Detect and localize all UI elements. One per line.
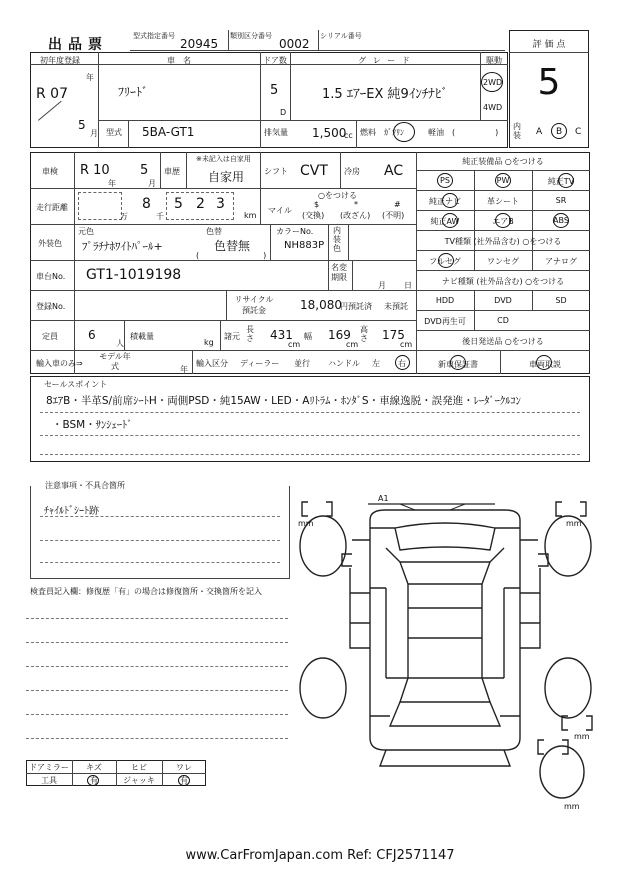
car-damage-diagram <box>290 488 600 818</box>
first-reg-year: R 07 <box>36 86 68 102</box>
mm-label-4: mm <box>564 802 580 811</box>
legend-tools: 工具 <box>41 776 57 785</box>
notes-label: 注意事項・不具合箇所 <box>42 480 128 491</box>
mileage-blank-boxes <box>78 192 122 220</box>
model-value: 5BA-GT1 <box>142 125 195 139</box>
equip-abs: ABS <box>553 216 569 225</box>
sales-points-label: セールスポイント <box>44 380 108 389</box>
legend-scratch: キズ <box>86 763 102 772</box>
mileage-altered: (改ざん) <box>340 211 371 220</box>
type-cert-value: 20945 <box>180 37 219 51</box>
ac-value: AC <box>384 163 404 179</box>
cc-unit: cc <box>344 131 353 140</box>
mileage-mile: マイル <box>268 206 292 215</box>
navi-cd: CD <box>497 316 509 325</box>
genuine-label: 純正装備品 ○をつける <box>462 157 544 166</box>
first-reg-label: 初年度登録 <box>40 56 80 65</box>
sales-points-line2: ・BSM・ｻﾝｼｪｰﾄﾞ <box>52 419 133 431</box>
paint-paren: ( ) <box>196 251 267 260</box>
equip-ps: PS <box>440 176 450 185</box>
first-reg-year-unit: 年 <box>86 73 94 82</box>
mileage-exchange: (交換) <box>302 211 325 220</box>
grade-value: 1.5 ｴｱｰEX 純9ｲﾝﾁﾅﾋﾞ <box>322 87 448 102</box>
legend-jack: ジャッキ <box>123 776 155 785</box>
interior-color-label: 内装色 <box>333 226 341 253</box>
capacity-value: 6 <box>88 328 96 342</box>
load-unit: kg <box>204 338 214 347</box>
mileage-km: km <box>244 211 257 220</box>
drive-4wd: 4WD <box>483 103 503 112</box>
import-dealer: ディーラー <box>240 359 280 368</box>
width-label: 幅 <box>304 332 312 341</box>
sales-points-line1: 8ｴｱB・半革S/前席ｼｰﾄH・両側PSD・純15AW・LED・Aﾘﾄﾗﾑ・ﾎﾝﾀﾞS・車線逸脱・誤発進・ﾚｰﾀﾞｰｸﾙｺﾝ <box>46 395 521 407</box>
legend-tools-circle <box>87 775 99 786</box>
displacement-label: 排気量 <box>264 128 288 137</box>
sheet-title: 出品票 <box>48 37 108 53</box>
fuel-gas: ｶﾞｿﾘﾝ <box>384 128 404 137</box>
handle-left: 左 <box>372 359 380 368</box>
navi-sd: SD <box>555 296 567 305</box>
recycle-label: リサイクル預託金 <box>234 295 274 315</box>
inspector-label: 検査員記入欄：修復歴「有」の場合は修復箇所・交換箇所を記入 <box>30 587 262 596</box>
car-name: ﾌﾘｰﾄﾞ <box>118 85 149 99</box>
import-parallel: 並行 <box>294 359 310 368</box>
width-cm: cm <box>346 340 359 349</box>
navi-dvd-play: DVD再生可 <box>424 317 466 326</box>
drive-2wd: 2WD <box>483 78 503 87</box>
mileage-sen-unit: 千 <box>156 212 164 221</box>
shift-value: CVT <box>300 163 328 179</box>
legend-jack-circle <box>178 775 190 786</box>
history-value: 自家用 <box>208 170 245 184</box>
recycle-not: 未預託 <box>384 302 408 311</box>
notes-box <box>30 486 290 579</box>
handle-right: 右 <box>398 359 406 368</box>
fuel-light: 軽油 <box>428 128 444 137</box>
doors-value: 5 <box>270 83 279 98</box>
mileage-d2: 5 <box>174 196 183 212</box>
capacity-label: 定員 <box>42 332 58 341</box>
model-label: 型式 <box>106 128 122 137</box>
mileage-unknown: (不明) <box>382 211 405 220</box>
chassis-value: GT1-1019198 <box>86 267 182 283</box>
mm-label-1: mm <box>298 519 314 528</box>
name-change-day: 日 <box>404 281 412 290</box>
height-value: 175 <box>382 328 405 342</box>
history-note: ※未記入は自家用 <box>196 155 251 163</box>
later-manual-circle <box>536 355 552 370</box>
legend-mirror: ドアミラー <box>29 763 69 772</box>
reg-no-label: 登録No. <box>36 302 66 311</box>
import-label: 輸入車のみ⇒ <box>36 359 83 368</box>
navi-dvd: DVD <box>494 296 512 305</box>
fuel-paren: ( ) <box>452 128 499 137</box>
displacement-value: 1,500 <box>312 126 347 140</box>
recycle-value: 18,080 <box>300 298 342 312</box>
tv-type-label: TV種類 (社外品含む) ○をつける <box>444 237 562 246</box>
category-value: 0002 <box>279 37 310 51</box>
paint-label: 色替 <box>206 227 222 236</box>
mileage-mark-note: ○をつける <box>318 191 357 200</box>
tv-fullseg-circle <box>438 253 454 268</box>
footer-ref: www.CarFromJapan.com Ref: CFJ2571147 <box>185 848 455 863</box>
equip-airbag: エアB <box>492 217 514 226</box>
door-type: D <box>280 108 287 117</box>
mileage-digit-boxes <box>166 192 234 220</box>
notes-line1: ﾁｬｲﾙﾄﾞｼｰﾄ跡 <box>44 506 99 517</box>
inspection-label: 車検 <box>42 167 58 176</box>
legend-break: ワレ <box>176 763 192 772</box>
grade-label: グ レ ー ド <box>358 56 412 65</box>
interior-b-circle <box>551 123 567 139</box>
mileage-d3: 2 <box>196 196 205 212</box>
equip-tv: 純正TV <box>547 177 575 186</box>
import-type-label: 輸入区分 <box>196 359 228 368</box>
color-no: NH883P <box>284 240 325 251</box>
length-cm: cm <box>288 340 301 349</box>
equip-leather: 革シート <box>487 197 519 206</box>
mileage-d4: 3 <box>216 196 225 212</box>
equip-airbag-circle <box>495 213 511 228</box>
color-no-label: カラーNo. <box>276 227 314 236</box>
equip-pw: PW <box>496 176 510 185</box>
navi-hdd: HDD <box>435 296 455 305</box>
first-reg-month-unit: 月 <box>90 129 98 138</box>
handle-label: ハンドル <box>328 359 360 368</box>
length-label: 長さ <box>246 325 254 343</box>
load-label: 積載量 <box>130 332 154 341</box>
tv-oneseg: ワンセグ <box>487 257 519 266</box>
equip-aw: 純正AW <box>430 217 460 226</box>
name-change-label: 名変期限 <box>331 263 347 282</box>
serial-label: シリアル番号 <box>320 32 362 40</box>
color-value: ﾌﾟﾗﾁﾅﾎﾜｲﾄﾊﾟｰﾙ+ <box>82 240 163 253</box>
car-name-label: 車 名 <box>167 56 191 65</box>
mark-a1: A1 <box>378 494 389 503</box>
paint-value: 色替無 <box>214 239 251 253</box>
score-label: 評 価 点 <box>532 40 566 50</box>
name-change-month: 月 <box>378 281 386 290</box>
tv-fullseg: フルセグ <box>429 257 461 266</box>
equip-abs-circle <box>553 213 569 228</box>
equip-sr: SR <box>555 196 567 205</box>
mileage-label: 走行距離 <box>36 203 68 212</box>
height-cm: cm <box>400 340 413 349</box>
dims-label: 諸元 <box>224 332 240 341</box>
mileage-exchange-sym: $ <box>314 200 320 209</box>
legend-jack-have: 有 <box>180 776 188 785</box>
interior-b: B <box>556 127 563 137</box>
capacity-unit: 人 <box>116 339 124 348</box>
score-value: 5 <box>537 62 561 103</box>
chassis-label: 車台No. <box>36 272 66 281</box>
equip-navi-circle <box>442 193 458 208</box>
model-year-label: モデル年式 <box>99 352 131 371</box>
equip-ps-circle <box>437 173 453 188</box>
drive-2wd-circle <box>481 72 503 92</box>
recycle-deposited: 円預託済 <box>340 302 372 311</box>
inspection-value: R 10 <box>80 163 110 178</box>
ac-label: 冷房 <box>344 167 360 176</box>
color-label: 外装色 <box>38 239 62 248</box>
inspection-year-unit: 年 <box>108 179 116 188</box>
equip-pw-circle <box>495 173 511 188</box>
equip-aw-circle <box>442 213 458 228</box>
doors-label: ドア数 <box>263 56 287 65</box>
mileage-d1: 8 <box>142 196 151 212</box>
interior-c: C <box>575 127 582 137</box>
width-value: 169 <box>328 328 351 342</box>
drive-label: 駆動 <box>486 56 502 65</box>
legend-crack: ヒビ <box>131 763 147 772</box>
length-value: 431 <box>270 328 293 342</box>
interior-a: A <box>536 127 543 137</box>
interior-label: 内装 <box>513 122 521 140</box>
later-manual: 車両取説 <box>529 360 561 369</box>
equip-navi: 純正ナビ <box>429 197 461 206</box>
mileage-man-unit: 万 <box>120 212 128 221</box>
fuel-gas-circle <box>393 122 415 142</box>
category-label: 類別区分番号 <box>230 32 272 40</box>
navi-type-label: ナビ種類 (社外品含む) ○をつける <box>441 277 565 286</box>
later-warranty-circle <box>450 355 466 370</box>
shift-label: シフト <box>264 167 288 176</box>
mm-label-2: mm <box>566 519 582 528</box>
mileage-altered-sym: * <box>354 200 358 209</box>
model-year-unit: 年 <box>180 365 188 374</box>
inspection-month-unit: 月 <box>148 179 156 188</box>
tv-analog: アナログ <box>545 257 577 266</box>
mm-label-3: mm <box>574 732 590 741</box>
fuel-label: 燃料 <box>360 128 376 137</box>
legend-tools-have: 有 <box>90 776 98 785</box>
orig-color-label: 元色 <box>78 227 94 236</box>
later-warranty: 新車保証書 <box>438 360 478 369</box>
later-label: 後日発送品 ○をつける <box>462 337 544 346</box>
handle-right-circle <box>395 355 410 370</box>
type-cert-label: 型式指定番号 <box>133 32 175 40</box>
history-label: 車歴 <box>164 167 180 176</box>
equip-tv-circle <box>558 173 574 188</box>
first-reg-month: 5 <box>78 118 86 132</box>
mileage-unknown-sym: # <box>394 200 401 209</box>
height-label: 高さ <box>360 325 368 343</box>
inspection-month: 5 <box>140 163 149 178</box>
